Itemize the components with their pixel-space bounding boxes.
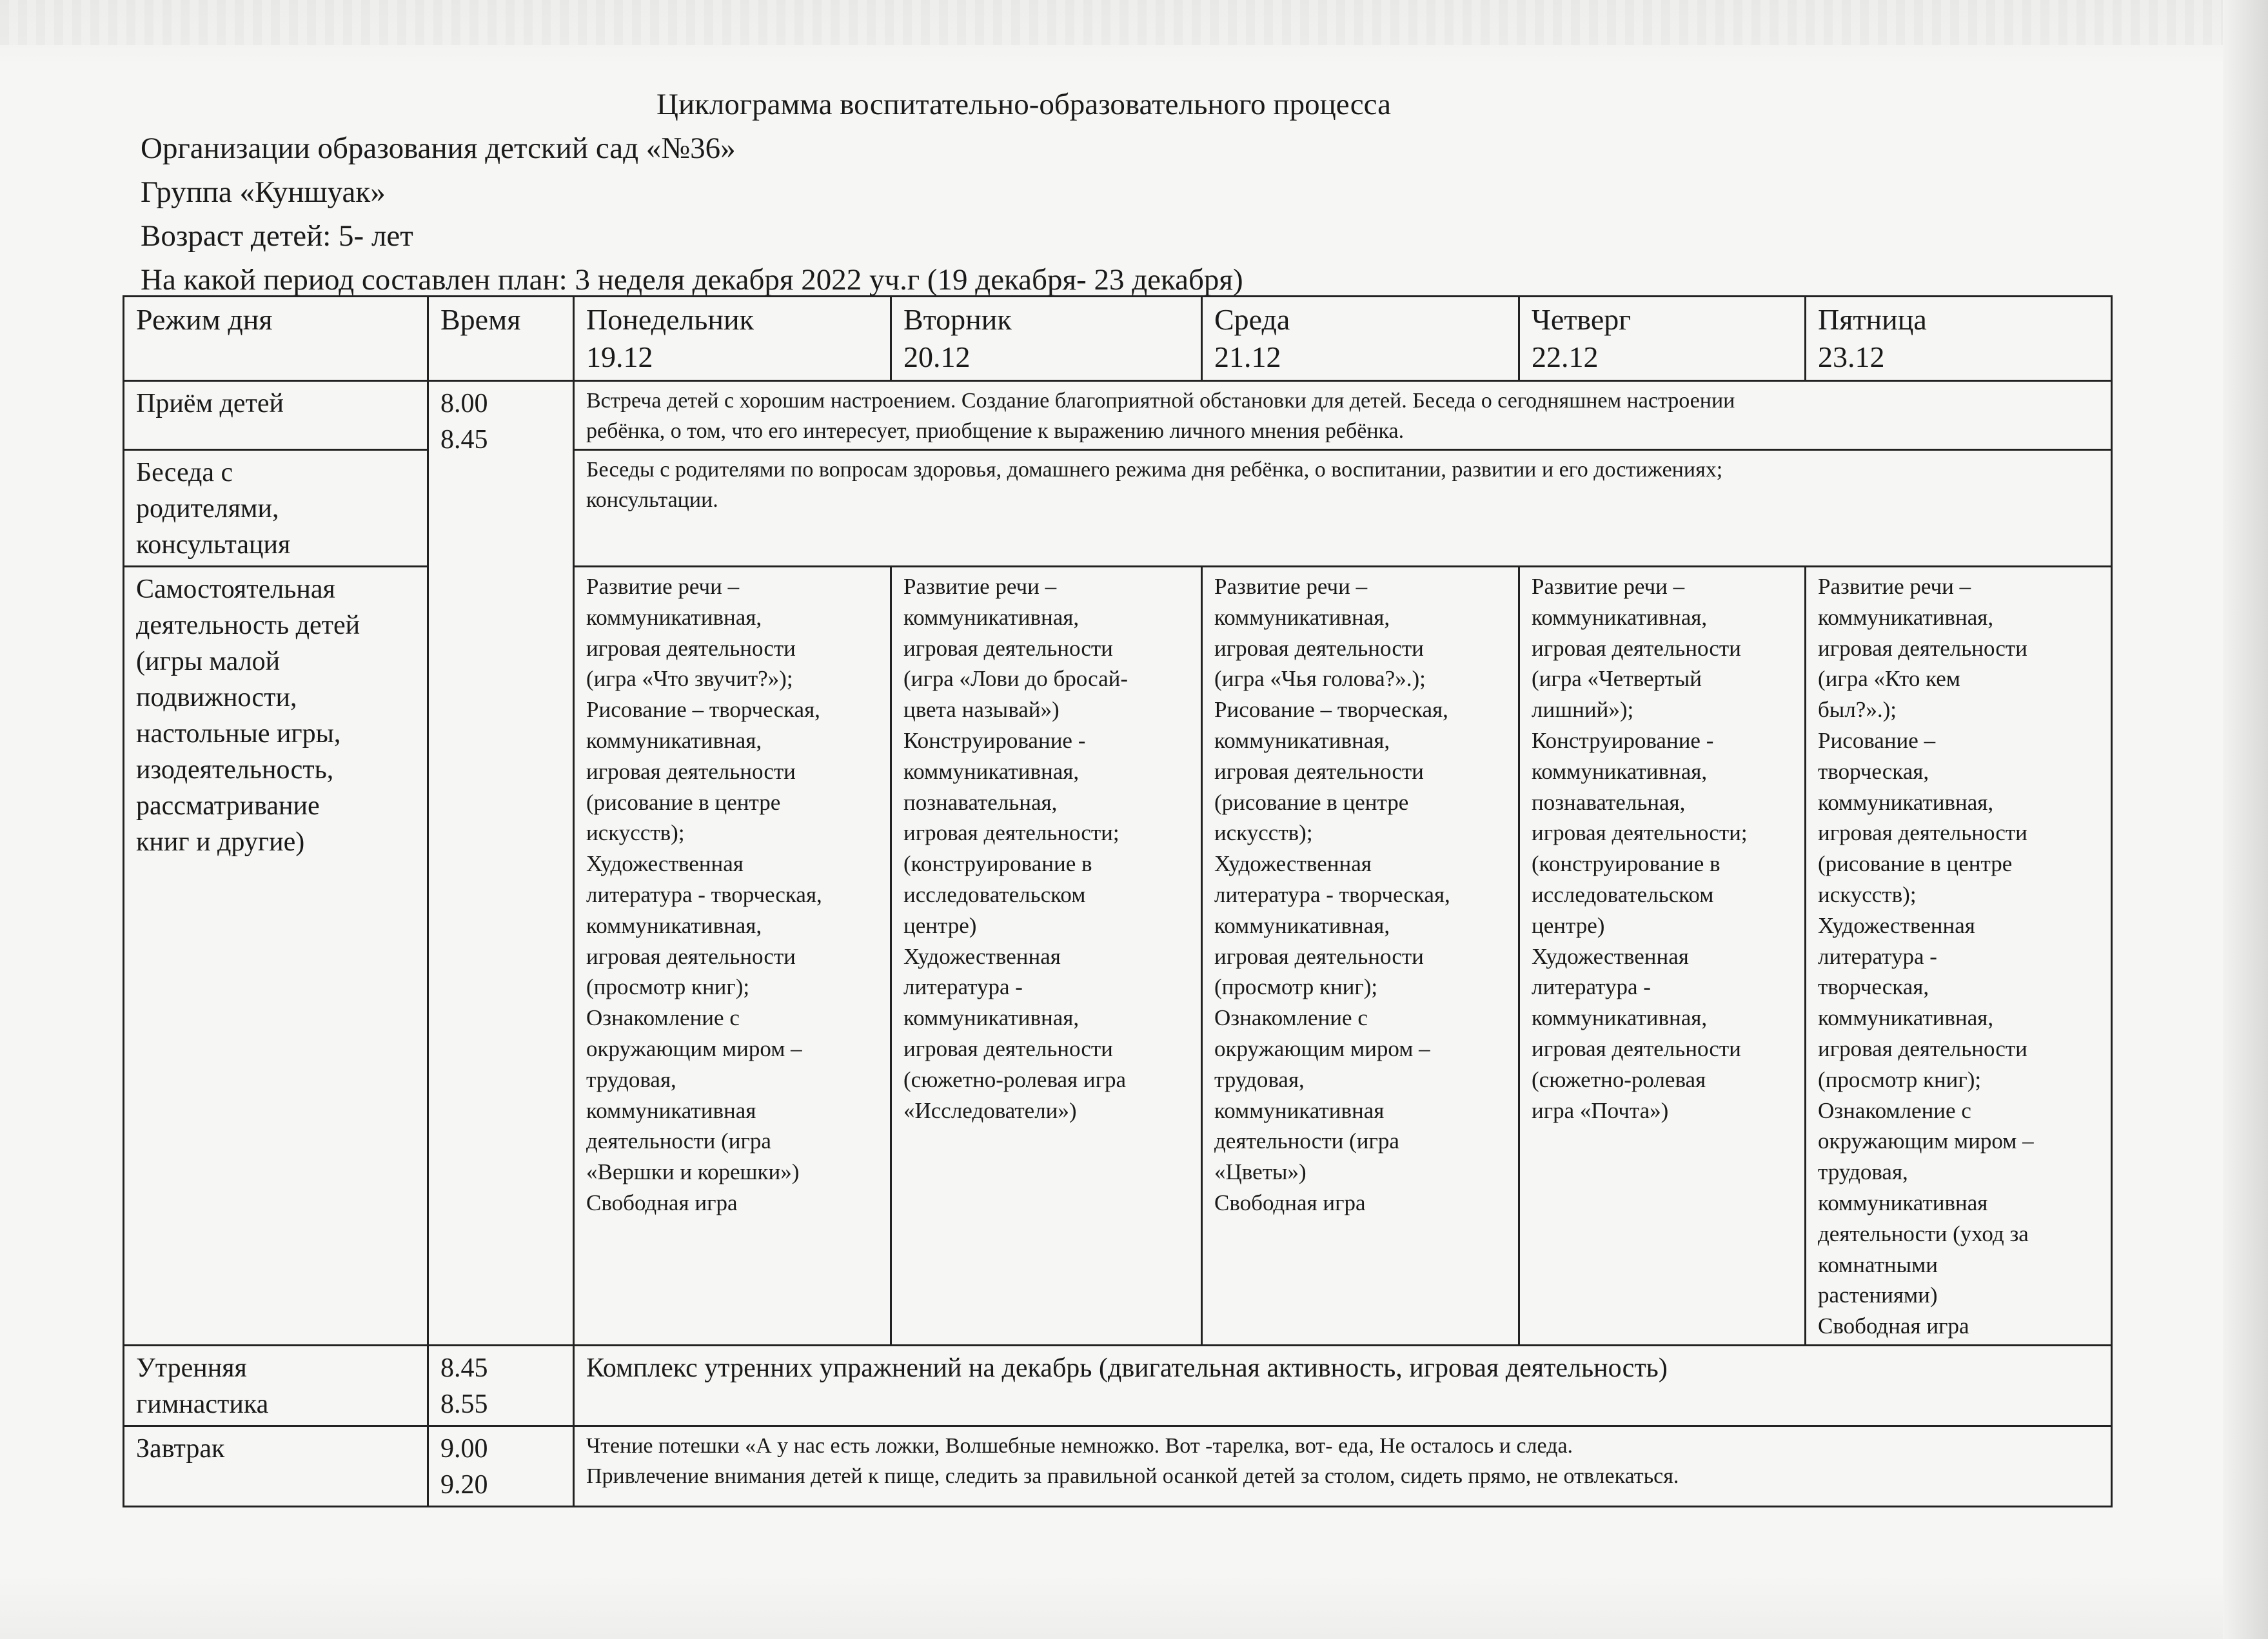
cell-text-line: Развитие речи –: [903, 574, 1057, 599]
cell-text-line: (конструирование в: [1532, 851, 1721, 877]
cell-text-line: (сюжетно-ролевая: [1532, 1066, 1706, 1092]
cell-text-line: Развитие речи –: [586, 574, 740, 599]
cell-text-line: деятельности (игра: [1214, 1128, 1399, 1154]
day-date: 23.12: [1818, 340, 1885, 373]
cell-text-line: окружающим миром –: [1214, 1035, 1430, 1061]
cell-text-line: игровая деятельности;: [903, 820, 1119, 846]
cell-text-line: игровая деятельности: [586, 635, 796, 661]
cell-text-line: деятельность детей: [136, 611, 360, 640]
cell-text-line: искусств);: [586, 820, 685, 846]
cell-text-line: Рисование – творческая,: [1214, 697, 1448, 723]
cell-text-line: коммуникативная,: [903, 758, 1080, 784]
cell-text-line: (игра «Что звучит?»);: [586, 666, 793, 692]
header-friday: [1806, 297, 2112, 381]
cell-text-line: коммуникативная,: [586, 604, 762, 630]
activity-monday: [574, 567, 891, 1346]
cell-text-line: трудовая,: [586, 1066, 676, 1092]
breakfast-text: [574, 1426, 2112, 1506]
cell-text-line: подвижности,: [136, 683, 297, 712]
cell-text-line: Ознакомление с: [1818, 1097, 1971, 1123]
header-monday: [574, 297, 891, 381]
cell-text-line: игровая деятельности: [1818, 820, 2027, 846]
cell-text-line: изодеятельность,: [136, 755, 334, 785]
cell-text-line: (игра «Лови до бросай-: [903, 666, 1129, 692]
cell-text-line: растениями): [1818, 1282, 1938, 1308]
header-time: Время: [428, 297, 574, 381]
cell-text-line: рассматривание: [136, 791, 320, 821]
cell-text-line: коммуникативная,: [586, 912, 762, 938]
cell-text-line: литература -: [1818, 943, 1937, 969]
cell-text-line: коммуникативная,: [1214, 912, 1390, 938]
activity-wednesday: [1202, 567, 1519, 1346]
cell-text-line: Художественная: [1818, 912, 1975, 938]
cell-text-line: литература -: [1532, 974, 1651, 1000]
table-row-self-activity: [124, 567, 2112, 1346]
cell-text-line: игра «Почта»): [1532, 1097, 1669, 1123]
cell-text-line: цвета называй»): [903, 697, 1060, 723]
cell-text-line: Рисование –: [1818, 727, 1936, 753]
gymnastics-label: [124, 1345, 428, 1426]
parents-text-line: консультации.: [586, 488, 718, 512]
cell-text-line: Свободная игра: [1818, 1313, 1969, 1339]
table-header-row: [124, 297, 2112, 381]
cell-text-line: коммуникативная,: [1818, 789, 1994, 815]
cell-text-line: коммуникативная: [586, 1097, 756, 1123]
cell-text-line: центре): [1532, 912, 1605, 938]
cell-text-line: (рисование в центре: [1818, 851, 2013, 877]
cell-text-line: (игра «Четвертый: [1532, 666, 1702, 692]
self-activity-label: [124, 567, 428, 1346]
table-row-gymnastics: [124, 1345, 2112, 1426]
cell-text-line: игровая деятельности: [1532, 1035, 1741, 1061]
cell-text-line: (просмотр книг);: [586, 974, 750, 1000]
gymnastics-text: Комплекс утренних упражнений на декабрь (двигательная активность, игровая деятельность): [574, 1345, 2112, 1426]
day-date: 22.12: [1532, 340, 1599, 373]
cell-text-line: «Исследователи»): [903, 1097, 1077, 1123]
cell-text-line: коммуникативная,: [1214, 727, 1390, 753]
time-start: 8.45: [440, 1353, 488, 1383]
group-line: Группа «Куншуак»: [141, 175, 386, 209]
day-name: Четверг: [1532, 303, 1632, 336]
cell-text-line: коммуникативная,: [903, 604, 1080, 630]
cell-text-line: познавательная,: [1532, 789, 1686, 815]
cell-text-line: коммуникативная,: [1214, 604, 1390, 630]
gymnastics-time: [428, 1345, 574, 1426]
organization-line: Организации образования детский сад «№36»: [141, 132, 736, 165]
gymnastics-label-line: гимнастика: [136, 1389, 269, 1419]
cell-text-line: окружающим миром –: [1818, 1128, 2034, 1154]
cell-text-line: коммуникативная,: [1532, 1005, 1708, 1031]
reception-text-line: ребёнка, о том, что его интересует, приобщение к выражению личного мнения ребёнка.: [586, 419, 1405, 443]
cell-text-line: Развитие речи –: [1818, 574, 1971, 599]
cell-text-line: (сюжетно-ролевая игра: [903, 1066, 1127, 1092]
cell-text-line: лишний»);: [1532, 697, 1634, 723]
parents-text: [574, 450, 2112, 567]
time-end: 9.20: [440, 1469, 488, 1500]
reception-time: [428, 381, 574, 1346]
breakfast-text-line: Привлечение внимания детей к пище, следить за правильной осанкой детей за столом, сидеть прямо, не отвлекаться.: [586, 1464, 1679, 1488]
age-line: Возраст детей: 5- лет: [141, 219, 413, 253]
header-tuesday: [891, 297, 1202, 381]
cell-text-line: творческая,: [1818, 758, 1929, 784]
day-date: 21.12: [1214, 340, 1281, 373]
breakfast-label: Завтрак: [124, 1426, 428, 1506]
cell-text-line: Ознакомление с: [586, 1005, 740, 1031]
scan-page-edge: [2223, 0, 2268, 1639]
cell-text-line: (конструирование в: [903, 851, 1092, 877]
cell-text-line: коммуникативная: [1214, 1097, 1385, 1123]
cell-text-line: центре): [903, 912, 977, 938]
cell-text-line: искусств);: [1214, 820, 1313, 846]
cell-text-line: коммуникативная,: [586, 727, 762, 753]
cell-text-line: познавательная,: [903, 789, 1058, 815]
parents-label-line: консультация: [136, 530, 291, 560]
table-row-parents: [124, 450, 2112, 567]
cell-text-line: игровая деятельности: [903, 635, 1113, 661]
parents-label-line: Беседа с: [136, 458, 233, 487]
cell-text-line: игровая деятельности: [1214, 943, 1424, 969]
time-start: 9.00: [440, 1433, 488, 1464]
cell-text-line: (просмотр книг);: [1818, 1066, 1982, 1092]
cell-text-line: комнатными: [1818, 1251, 1938, 1277]
cell-text-line: Художественная: [586, 851, 744, 877]
cell-text-line: коммуникативная,: [1532, 604, 1708, 630]
cell-text-line: игровая деятельности: [586, 943, 796, 969]
cell-text-line: игровая деятельности: [1214, 758, 1424, 784]
table-row-reception: [124, 381, 2112, 450]
parents-label-line: родителями,: [136, 494, 279, 524]
cell-text-line: (рисование в центре: [586, 789, 781, 815]
cell-text-line: Конструирование -: [903, 727, 1086, 753]
cell-text-line: Ознакомление с: [1214, 1005, 1368, 1031]
cell-text-line: настольные игры,: [136, 719, 341, 749]
parents-label: [124, 450, 428, 567]
cell-text-line: Самостоятельная: [136, 574, 335, 604]
cell-text-line: (просмотр книг);: [1214, 974, 1378, 1000]
cell-text-line: коммуникативная,: [1818, 1005, 1994, 1031]
cell-text-line: игровая деятельности;: [1532, 820, 1748, 846]
cell-text-line: (рисование в центре: [1214, 789, 1409, 815]
day-name: Понедельник: [586, 303, 754, 336]
cell-text-line: литература -: [903, 974, 1023, 1000]
period-line: На какой период составлен план: 3 неделя декабря 2022 уч.г (19 декабря- 23 декабря): [141, 263, 1243, 297]
cell-text-line: коммуникативная,: [903, 1005, 1080, 1031]
cell-text-line: (игра «Кто кем: [1818, 666, 1960, 692]
cell-text-line: игровая деятельности: [1818, 1035, 2027, 1061]
cell-text-line: игровая деятельности: [1532, 635, 1741, 661]
day-name: Вторник: [903, 303, 1012, 336]
cell-text-line: деятельности (игра: [586, 1128, 771, 1154]
table-row-breakfast: [124, 1426, 2112, 1506]
document-title: Циклограмма воспитательно-образовательного процесса: [656, 88, 1391, 121]
cell-text-line: Развитие речи –: [1532, 574, 1685, 599]
cell-text-line: «Цветы»): [1214, 1159, 1307, 1185]
header-thursday: [1519, 297, 1806, 381]
time-end: 8.45: [440, 425, 488, 455]
day-name: Пятница: [1818, 303, 1927, 336]
parents-text-line: Беседы с родителями по вопросам здоровья, домашнего режима дня ребёнка, о воспитании, развитии и его достижениях;: [586, 458, 1723, 482]
cell-text-line: игровая деятельности: [1214, 635, 1424, 661]
activity-tuesday: [891, 567, 1202, 1346]
cell-text-line: Художественная: [903, 943, 1061, 969]
cell-text-line: литература - творческая,: [586, 881, 822, 907]
reception-text-line: Встреча детей с хорошим настроением. Создание благоприятной обстановки для детей. Беседа о сегодняшнем настроении: [586, 389, 1735, 413]
activity-friday: [1806, 567, 2112, 1346]
cell-text-line: Конструирование -: [1532, 727, 1714, 753]
cell-text-line: творческая,: [1818, 974, 1929, 1000]
cell-text-line: игровая деятельности: [586, 758, 796, 784]
cell-text-line: книг и другие): [136, 827, 305, 857]
reception-label: Приём детей: [124, 381, 428, 450]
time-end: 8.55: [440, 1389, 488, 1419]
cell-text-line: трудовая,: [1818, 1159, 1908, 1185]
cell-text-line: (игры малой: [136, 647, 281, 676]
day-date: 19.12: [586, 340, 653, 373]
cell-text-line: Рисование – творческая,: [586, 697, 820, 723]
activity-thursday: [1519, 567, 1806, 1346]
scan-bleed-strip: [0, 0, 2268, 45]
cell-text-line: коммуникативная,: [1818, 604, 1994, 630]
cell-text-line: (игра «Чья голова?».);: [1214, 666, 1426, 692]
cell-text-line: «Вершки и корешки»): [586, 1159, 800, 1185]
schedule-table: [123, 295, 2113, 1507]
cell-text-line: окружающим миром –: [586, 1035, 802, 1061]
cell-text-line: трудовая,: [1214, 1066, 1305, 1092]
cell-text-line: Свободная игра: [1214, 1190, 1366, 1215]
day-name: Среда: [1214, 303, 1290, 336]
cell-text-line: коммуникативная: [1818, 1190, 1988, 1215]
cell-text-line: деятельности (уход за: [1818, 1221, 2029, 1246]
reception-text: [574, 381, 2112, 450]
gymnastics-label-line: Утренняя: [136, 1353, 247, 1383]
breakfast-text-line: Чтение потешки «А у нас есть ложки, Волшебные немножко. Вот -тарелка, вот- еда, Не осталось и следа.: [586, 1433, 1573, 1458]
cell-text-line: литература - творческая,: [1214, 881, 1450, 907]
header-wednesday: [1202, 297, 1519, 381]
cell-text-line: Свободная игра: [586, 1190, 738, 1215]
cell-text-line: исследовательском: [903, 881, 1086, 907]
breakfast-time: [428, 1426, 574, 1506]
cell-text-line: игровая деятельности: [903, 1035, 1113, 1061]
time-start: 8.00: [440, 389, 488, 418]
cell-text-line: искусств);: [1818, 881, 1917, 907]
cell-text-line: исследовательском: [1532, 881, 1714, 907]
cell-text-line: игровая деятельности: [1818, 635, 2027, 661]
cell-text-line: Художественная: [1214, 851, 1372, 877]
header-mode: Режим дня: [124, 297, 428, 381]
day-date: 20.12: [903, 340, 971, 373]
cell-text-line: был?».);: [1818, 697, 1897, 723]
cell-text-line: Художественная: [1532, 943, 1689, 969]
cell-text-line: Развитие речи –: [1214, 574, 1368, 599]
cell-text-line: коммуникативная,: [1532, 758, 1708, 784]
